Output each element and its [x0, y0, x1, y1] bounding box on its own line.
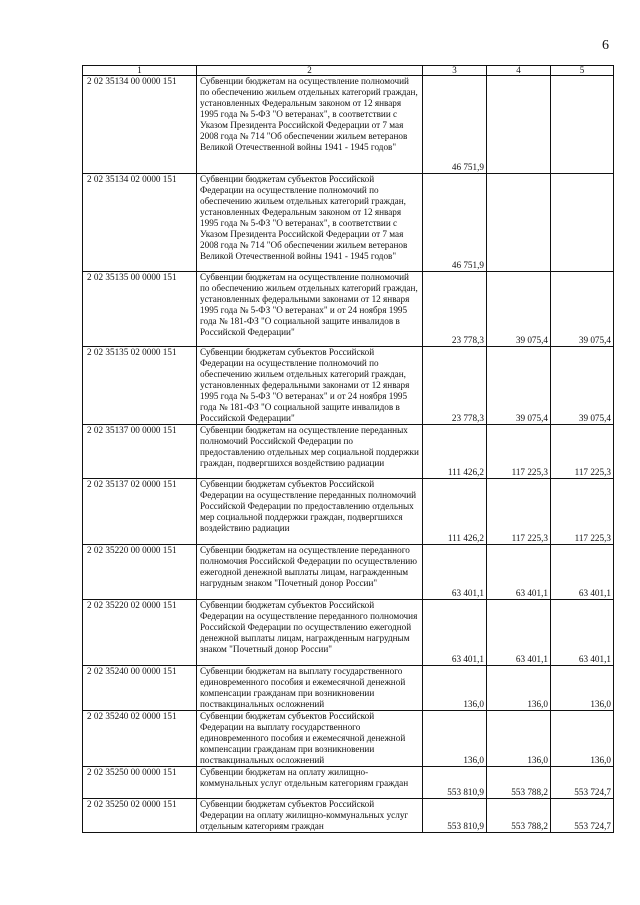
- row-value-col5: 136,0: [551, 711, 614, 767]
- table-row: [83, 76, 614, 174]
- row-code: 2 02 35135 02 0000 151: [83, 347, 197, 425]
- table-row: [83, 600, 614, 666]
- row-value-col4: 63 401,1: [487, 600, 551, 666]
- row-description: Субвенции бюджетам субъектов Российской Федерации на осуществление переданного полномочия Российской Федерации по осуществлению ежегодной денежной выплаты лицам, награжденным нагрудным знаком "Почетный донор России": [197, 600, 423, 666]
- row-value-col3: 111 426,2: [423, 425, 487, 479]
- row-description: Субвенции бюджетам на выплату государственного единовременного пособия и ежемесячной денежной компенсации гражданам при возникновении поствакцинальных осложнений: [197, 666, 423, 711]
- row-description: Субвенции бюджетам на осуществление полномочий по обеспечению жильем отдельных категорий граждан, установленных Федеральным законом от 12 января 1995 года № 5-ФЗ "О ветеранах", в соответствии с Указом Президента Российской Федерации от 7 мая 2008 года № 714 "Об обеспечении жильем ветеранов Великой Отечественной войны 1941 - 1945 годов": [197, 76, 423, 174]
- row-value-col4: 553 788,2: [487, 799, 551, 833]
- row-value-col3: 46 751,9: [423, 174, 487, 272]
- row-value-col3: 136,0: [423, 666, 487, 711]
- row-value-col4: [487, 174, 551, 272]
- table-row: [83, 272, 614, 347]
- row-value-col3: 23 778,3: [423, 272, 487, 347]
- row-code: 2 02 35250 02 0000 151: [83, 799, 197, 833]
- row-code: 2 02 35134 00 0000 151: [83, 76, 197, 174]
- table-row: [83, 479, 614, 545]
- row-value-col4: 136,0: [487, 711, 551, 767]
- table-header-row: [83, 66, 614, 76]
- row-value-col4: [487, 76, 551, 174]
- budget-table: [82, 65, 614, 833]
- row-code: 2 02 35135 00 0000 151: [83, 272, 197, 347]
- row-value-col3: 46 751,9: [423, 76, 487, 174]
- table-row: [83, 767, 614, 799]
- column-header-1: 1: [83, 66, 197, 76]
- row-value-col5: 117 225,3: [551, 425, 614, 479]
- row-value-col3: 23 778,3: [423, 347, 487, 425]
- row-value-col4: 63 401,1: [487, 545, 551, 600]
- row-code: 2 02 35240 02 0000 151: [83, 711, 197, 767]
- table-row: [83, 799, 614, 833]
- row-value-col5: 553 724,7: [551, 767, 614, 799]
- table-row: [83, 174, 614, 272]
- row-code: 2 02 35134 02 0000 151: [83, 174, 197, 272]
- row-code: 2 02 35220 00 0000 151: [83, 545, 197, 600]
- row-description: Субвенции бюджетам на осуществление полномочий по обеспечению жильем отдельных категорий граждан, установленных федеральными законами от 12 января 1995 года № 5-ФЗ "О ветеранах" и от 24 ноября 1995 года № 181-ФЗ "О социальной защите инвалидов в Российской Федерации": [197, 272, 423, 347]
- column-header-4: 4: [487, 66, 551, 76]
- row-value-col3: 63 401,1: [423, 545, 487, 600]
- row-value-col3: 553 810,9: [423, 767, 487, 799]
- row-value-col5: [551, 174, 614, 272]
- table-row: [83, 425, 614, 479]
- row-description: Субвенции бюджетам на оплату жилищно-коммунальных услуг отдельным категориям граждан: [197, 767, 423, 799]
- column-header-3: 3: [423, 66, 487, 76]
- row-value-col4: 117 225,3: [487, 425, 551, 479]
- row-description: Субвенции бюджетам субъектов Российской Федерации на оплату жилищно-коммунальных услуг отдельным категориям граждан: [197, 799, 423, 833]
- row-description: Субвенции бюджетам субъектов Российской Федерации на осуществление полномочий по обеспечению жильем отдельных категорий граждан, установленных федеральными законами от 12 января 1995 года № 5-ФЗ "О ветеранах" и от 24 ноября 1995 года № 181-ФЗ "О социальной защите инвалидов в Российской Федерации": [197, 347, 423, 425]
- row-value-col3: 136,0: [423, 711, 487, 767]
- row-value-col3: 63 401,1: [423, 600, 487, 666]
- row-value-col5: 63 401,1: [551, 545, 614, 600]
- row-code: 2 02 35220 02 0000 151: [83, 600, 197, 666]
- page-number: 6: [602, 38, 609, 53]
- row-description: Субвенции бюджетам субъектов Российской Федерации на осуществление переданных полномочий Российской Федерации по предоставлению отдельных мер социальной поддержки граждан, подвергшихся воздействию радиации: [197, 479, 423, 545]
- row-description: Субвенции бюджетам на осуществление переданного полномочия Российской Федерации по осуществлению ежегодной денежной выплаты лицам, награжденным нагрудным знаком "Почетный донор России": [197, 545, 423, 600]
- row-code: 2 02 35240 00 0000 151: [83, 666, 197, 711]
- row-value-col5: 39 075,4: [551, 347, 614, 425]
- table-row: [83, 347, 614, 425]
- row-description: Субвенции бюджетам на осуществление переданных полномочий Российской Федерации по предоставлению отдельных мер социальной поддержки граждан, подвергшихся воздействию радиации: [197, 425, 423, 479]
- row-value-col4: 553 788,2: [487, 767, 551, 799]
- row-value-col5: 117 225,3: [551, 479, 614, 545]
- table-row: [83, 666, 614, 711]
- row-value-col4: 136,0: [487, 666, 551, 711]
- row-code: 2 02 35250 00 0000 151: [83, 767, 197, 799]
- table-row: [83, 545, 614, 600]
- row-value-col5: 553 724,7: [551, 799, 614, 833]
- row-description: Субвенции бюджетам субъектов Российской Федерации на осуществление полномочий по обеспечению жильем отдельных категорий граждан, установленных Федеральным законом от 12 января 1995 года № 5-ФЗ "О ветеранах", в соответствии с Указом Президента Российской Федерации от 7 мая 2008 года № 714 "Об обеспечении жильем ветеранов Великой Отечественной войны 1941 - 1945 годов": [197, 174, 423, 272]
- column-header-2: 2: [197, 66, 423, 76]
- row-code: 2 02 35137 00 0000 151: [83, 425, 197, 479]
- table-row: [83, 711, 614, 767]
- column-header-5: 5: [551, 66, 614, 76]
- row-value-col5: [551, 76, 614, 174]
- row-value-col4: 39 075,4: [487, 347, 551, 425]
- row-value-col5: 39 075,4: [551, 272, 614, 347]
- row-value-col3: 111 426,2: [423, 479, 487, 545]
- row-value-col5: 136,0: [551, 666, 614, 711]
- row-value-col4: 39 075,4: [487, 272, 551, 347]
- row-value-col3: 553 810,9: [423, 799, 487, 833]
- row-description: Субвенции бюджетам субъектов Российской Федерации на выплату государственного единовременного пособия и ежемесячной денежной компенсации гражданам при возникновении поствакцинальных осложнений: [197, 711, 423, 767]
- row-code: 2 02 35137 02 0000 151: [83, 479, 197, 545]
- row-value-col5: 63 401,1: [551, 600, 614, 666]
- row-value-col4: 117 225,3: [487, 479, 551, 545]
